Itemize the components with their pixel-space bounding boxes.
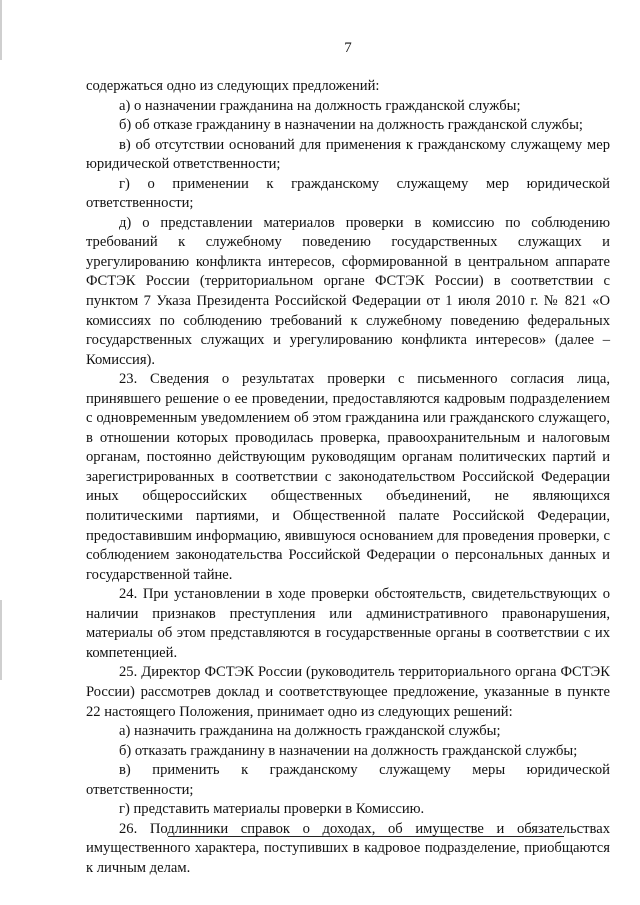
footer-divider xyxy=(168,836,564,837)
list-item-v: в) об отсутствии оснований для применения к гражданскому служащему мер юридической ответственности; xyxy=(86,136,610,173)
decision-item-a: а) назначить гражданина на должность гражданской службы; xyxy=(119,723,501,740)
list-item-d: д) о представлении материалов проверки в комиссию по соблюдению требований к служебному поведению государственных служащих и урегулированию конфликта интересов, сформированной в центральном аппарате ФСТЭК России (территориальном органе ФСТЭК России) в соответствии с пунктом 7 Указа Президента Российской Федерации от 1 июля 2010 г. № 821 «О комиссиях по соблюдению требований к служебному поведению федеральных государственных служащих и урегулированию конфликта интересов» (далее – Комиссия). xyxy=(86,214,610,368)
decision-item-g: г) представить материалы проверки в Комиссию. xyxy=(119,801,425,818)
clause-23: 23. Сведения о результатах проверки с письменного согласия лица, принявшего решение о ее проведении, предоставляются кадровым подразделением с одновременным уведомлением об этом гражданина или гражданского служащего, в отношении которых проводилась проверка, правоохранительным и налоговым органам, постоянно действующим руководящим органам политических партий и зарегистрированных в соответствии с законодательством Российской Федерации иных общероссийских общественных объединений, не являющихся политическими партиями, и Общественной палате Российской Федерации, предоставившим информацию, явившуюся основанием для проведения проверки, с соблюдением законодательства Российской Федерации о персональных данных и государственной тайне. xyxy=(86,371,610,583)
list-item-b: б) об отказе гражданину в назначении на должность гражданской службы; xyxy=(119,117,583,134)
paragraph-intro: содержаться одно из следующих предложений: xyxy=(86,78,380,94)
clause-24: 24. При установлении в ходе проверки обстоятельств, свидетельствующих о наличии признаков преступления или административного правонарушения, материалы об этом представляются в государственные органы в соответствии с их компетенцией. xyxy=(86,586,610,661)
scan-edge-mark xyxy=(0,0,2,60)
clause-26: 26. Подлинники справок о доходах, об имуществе и обязательствах имущественного характера, поступивших в кадровое подразделение, приобщаются к личным делам. xyxy=(86,820,610,876)
decision-item-b: б) отказать гражданину в назначении на должность гражданской службы; xyxy=(119,742,578,759)
decision-item-v: в) применить к гражданскому служащему меры юридической ответственности; xyxy=(86,762,610,798)
list-item-a: а) о назначении гражданина на должность гражданской службы; xyxy=(119,97,521,114)
document-body xyxy=(86,77,610,878)
clause-25: 25. Директор ФСТЭК России (руководитель территориального органа ФСТЭК России) рассмотрев доклад и соответствующее предложение, указанные в пункте 22 настоящего Положения, принимает одно из следующих решений: xyxy=(86,664,610,720)
page-number: 7 xyxy=(344,40,352,56)
list-item-g: г) о применении к гражданскому служащему мер юридической ответственности; xyxy=(86,175,610,212)
scan-edge-mark xyxy=(0,600,2,680)
